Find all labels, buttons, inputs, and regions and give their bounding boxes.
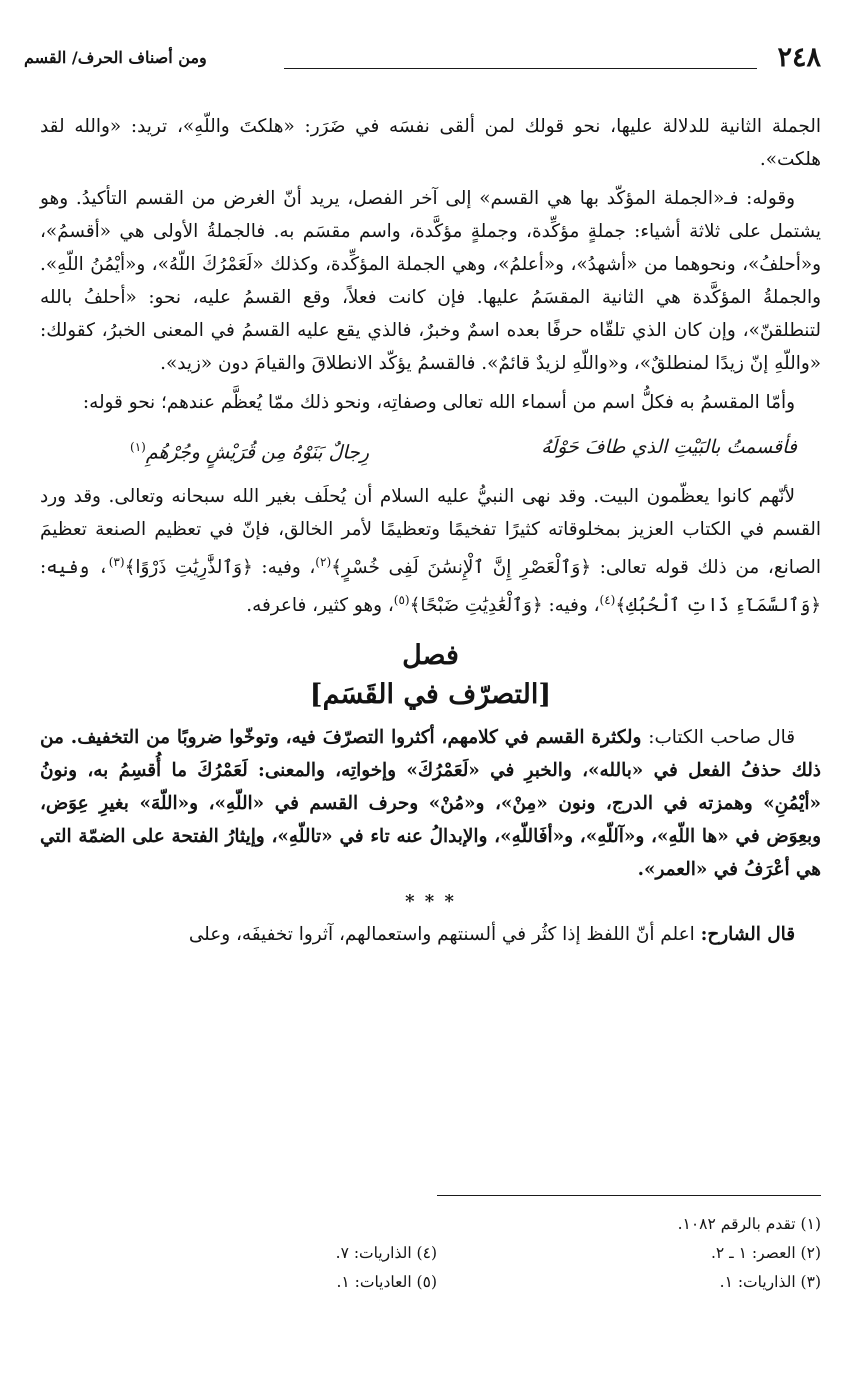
verse-second-hemistich bbox=[130, 427, 369, 472]
paragraph-text: لأنّهم كانوا يعظّمون البيت. وقد نهى النبيُّ عليه السلام أن يُحلَف بغير الله سبحانه وتعالى. وقد ورد القسم في الكتاب العزيز بمخلوقاته كثيرًا تفخيمًا وتعظيمًا لأمر الخالق، فإنّ في تعظيم الصنعة تعظيمَ الصانع، من ذلك قوله تعالى: ﴿وَٱلْعَصْرِ إِنَّ ٱلْإِنسَٰنَ لَفِى خُسْرٍ﴾ bbox=[40, 486, 821, 579]
footnote-2: (٢) العصر: ١ ـ ٢. bbox=[710, 1244, 821, 1262]
footnote-ref: (٢) bbox=[315, 555, 332, 570]
commentary-text bbox=[40, 918, 821, 951]
page-number: ٢٤٨ bbox=[777, 42, 821, 73]
commentary-text-body: اعلم أنّ اللفظ إذا كثُر في ألسنتهم واستعمالهم، آثروا تخفيفَه، وعلى bbox=[188, 923, 695, 945]
footnote-4: (٤) الذاريات: ٧. bbox=[335, 1244, 437, 1262]
footnote-ref: (١) bbox=[130, 440, 146, 454]
separator-stars: * * * bbox=[405, 890, 456, 912]
footnote-ref: (٥) bbox=[393, 593, 410, 608]
paragraph-text: ، وفيه: ﴿وَٱلذَّٰرِيَٰتِ ذَرْوًا﴾ bbox=[124, 557, 316, 579]
section-heading: [التصرّف في القَسَم] bbox=[309, 678, 552, 710]
section-title: فصل bbox=[402, 639, 459, 671]
paragraph-text: ، وفيه: ﴿وَٱلْعَٰدِيَٰتِ ضَبْحًا﴾ bbox=[409, 595, 600, 617]
author-text-body: ولكثرة القسم في كلامهم، أكثروا التصرّفَ فيه، وتوخّوا ضروبًا من التخفيف. من ذلك حذفُ الفعل في «بالله»، والخبرِ في «لَعَمْرُكَ» وإخواتِه، والمعنى: لَعَمْرُكَ ما أُقسِمُ به، ونونُ «أيْمُنِ» وهمزته في الدرج، ونون «مِنْ»، و«مُنْ» وحرف القسم في «اللّهِ»، و«اللّهَ» بغيرِ عِوَض، وبعِوَض في «ها اللّهِ»، و«آللّهِ»، و«أفَاللّهِ»، والإبدالُ عنه تاء في «تاللّهِ»، وإيثارُ الفتحة على الضمّة التي هي أعْرَفُ في «العمر». bbox=[40, 726, 821, 880]
main-text bbox=[40, 110, 821, 951]
footnote-1: (١) تقدم بالرقم ١٠٨٢. bbox=[677, 1215, 821, 1233]
footnote-3: (٣) الذاريات: ١. bbox=[719, 1273, 821, 1291]
author-text bbox=[40, 721, 821, 886]
verse-first-hemistich: فأقسمتُ بالبَيْتِ الذي طافَ حَوْلَهُ bbox=[541, 436, 797, 458]
footnote-ref: (٣) bbox=[108, 555, 125, 570]
header-rule bbox=[284, 68, 757, 69]
footnote-row bbox=[40, 1210, 821, 1239]
commentator-label: قال الشارح: bbox=[700, 923, 795, 945]
verse-second-hemistich-text: رِجالٌ بَنَوْهُ مِن قُرَيْشٍ وجُرْهُمِ bbox=[145, 441, 370, 464]
footnotes bbox=[40, 1210, 821, 1297]
footnote-ref: (٤) bbox=[599, 593, 616, 608]
footnote-row bbox=[40, 1239, 821, 1268]
paragraph: الجملة الثانية للدلالة عليها، نحو قولك لمن ألقى نفسَه في ضَرَر: «هلكتَ واللّهِ»، تريد: «والله لقد هلكت». bbox=[40, 116, 821, 170]
footnote-5: (٥) العاديات: ١. bbox=[336, 1273, 437, 1291]
poetry-verse bbox=[130, 427, 797, 472]
paragraph: وقوله: فـ«الجملة المؤكّد بها هي القسم» إلى آخر الفصل، يريد أنّ الغرض من القسم التأكيدُ. وهو يشتمل على ثلاثة أشياء: جملةٍ مؤكِّدة، وجملةٍ مؤكَّدة، واسم مقسَم به. فالجملةُ الأولى هي «أقسمُ»، و«أحلفُ»، ونحوهما من «أشهدُ»، و«أعلمُ»، وهي الجملة المؤكِّدة، وكذلك «لَعَمْرُكَ اللّهُ»، و«أيْمُنُ اللّهِ». والجملةُ المؤكَّدة هي الثانية المقسَمُ عليها. فإن كانت فعلاً، وقع القسمُ عليه، نحو: «أحلفُ بالله لتنطلقنّ»، وإن كان الذي تلقّاه حرفًا بعده اسمٌ وخبرٌ، فالذي يقع عليه القسمُ في المعنى الخبرُ، كقولك: «واللّهِ إنّ زيدًا لمنطلقٌ»، و«واللّهِ لزيدٌ قائمٌ». فالقسمُ يؤكّد الانطلاقَ والقيامَ دون «زيد». bbox=[40, 188, 821, 374]
author-label: قال صاحب الكتاب: bbox=[648, 726, 795, 748]
page-header bbox=[24, 42, 821, 78]
paragraph bbox=[40, 480, 821, 622]
paragraph-text: ، وهو كثير، فاعرفه. bbox=[246, 595, 394, 617]
footnote-row bbox=[40, 1268, 821, 1297]
paragraph: وأمّا المقسمُ به فكلُّ اسم من أسماء الله تعالى وصفاتِه، ونحو ذلك ممّا يُعظَّم عندهم؛ نحو قوله: bbox=[82, 392, 795, 413]
footnote-rule bbox=[437, 1195, 821, 1196]
paragraph-text: ، وفيه: ﴿وَٱلسَّمَآءِ ذَاتِ ٱلْحُبُكِ﴾ bbox=[40, 557, 821, 617]
running-title: ومن أصناف الحرف/ القسم bbox=[24, 48, 207, 67]
